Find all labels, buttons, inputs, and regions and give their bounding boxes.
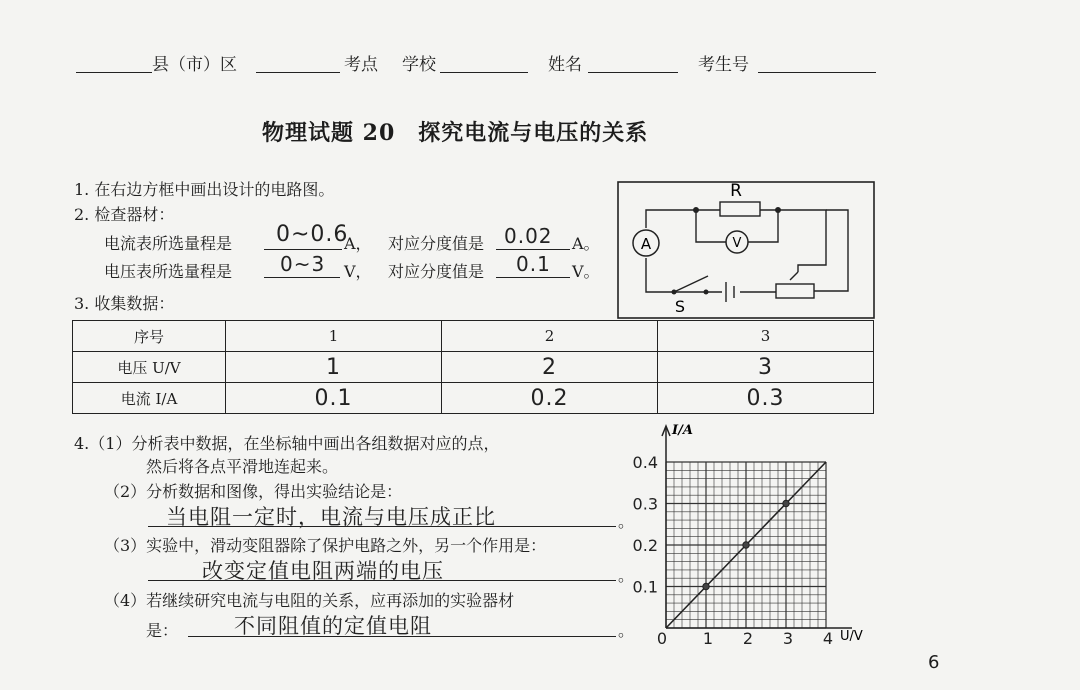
ammeter-div-prefix: 对应分度值是 <box>388 234 485 253</box>
page-number: 6 <box>928 652 940 673</box>
data-point <box>783 500 789 506</box>
page-title: 物理试题 20 探究电流与电压的关系 <box>262 120 649 146</box>
voltmeter-range-blank <box>264 277 340 278</box>
x-tick-label: 1 <box>702 629 714 648</box>
voltage-value-1: 1 <box>226 352 442 383</box>
q2-answer: 当电阻一定时，电流与电压成正比 <box>166 505 496 529</box>
q3-answer-blank <box>148 580 616 581</box>
ammeter-unit: A， <box>344 234 372 253</box>
voltmeter-div-unit: V。 <box>572 262 600 281</box>
x-axis-label: U/V <box>840 629 863 644</box>
voltmeter-div-answer: 0.1 <box>516 252 551 276</box>
ammeter-range-blank <box>264 249 342 250</box>
county-label: 县（市）区 <box>152 55 237 75</box>
q1-line1: 4.（1）分析表中数据，在坐标轴中画出各组数据对应的点， <box>74 434 500 453</box>
table-row-voltage <box>73 352 874 383</box>
current-value-1: 0.1 <box>226 383 442 414</box>
q4-prefix: 是： <box>146 621 179 640</box>
header-cell-index: 序号 <box>73 321 226 352</box>
voltmeter-div-blank <box>496 277 570 278</box>
voltmeter-range-prefix: 电压表所选量程是 <box>104 262 233 281</box>
school-label: 学校 <box>402 55 436 75</box>
ammeter-symbol-label: A <box>640 235 652 253</box>
x-tick-label: 3 <box>782 629 794 648</box>
county-district-blank <box>256 72 340 73</box>
section1-text: 1. 在右边方框中画出设计的电路图。 <box>74 180 335 199</box>
ammeter-range-prefix: 电流表所选量程是 <box>104 234 233 253</box>
q2-period: 。 <box>618 512 635 531</box>
table-header-row <box>73 321 874 352</box>
name-label: 姓名 <box>548 55 582 75</box>
data-point <box>743 542 749 548</box>
county-blank <box>76 72 152 73</box>
circuit-diagram <box>616 180 876 320</box>
voltmeter-range-answer: 0~3 <box>280 252 326 276</box>
current-value-3: 0.3 <box>658 383 874 414</box>
y-axis-label: I/A <box>672 423 693 438</box>
q2-text: （2）分析数据和图像，得出实验结论是： <box>104 482 403 501</box>
switch-lever <box>674 276 708 292</box>
q4-answer-blank <box>188 636 616 637</box>
section2-label: 2. 检查器材： <box>74 205 175 224</box>
resistor-symbol <box>720 202 760 216</box>
y-tick-label: 0.3 <box>632 494 658 514</box>
rheostat-symbol <box>776 284 814 298</box>
exam-site-label: 考点 <box>344 55 378 75</box>
q1-line2: 然后将各点平滑地连起来。 <box>146 457 339 476</box>
q4-line1: （4）若继续研究电流与电阻的关系，应再添加的实验器材 <box>104 591 515 610</box>
section3-label: 3. 收集数据： <box>74 294 175 313</box>
x-tick-label: 4 <box>822 629 834 648</box>
battery-plates <box>726 282 734 302</box>
q4-answer: 不同阻值的定值电阻 <box>234 614 432 638</box>
ammeter-range-answer: 0~0.6 <box>276 222 349 247</box>
y-tick-label: 0.2 <box>632 536 658 555</box>
header-cell-3: 3 <box>658 321 874 352</box>
y-tick-label: 0.4 <box>632 453 658 472</box>
q4-period: 。 <box>618 621 635 640</box>
rheostat-slider <box>790 272 798 280</box>
name-blank <box>588 72 678 73</box>
q3-text: （3）实验中，滑动变阻器除了保护电路之外，另一个作用是： <box>104 536 547 555</box>
current-voltage-graph <box>620 418 863 648</box>
exam-number-blank <box>758 72 876 73</box>
voltmeter-unit: V， <box>344 262 372 281</box>
x-tick-label: 2 <box>742 629 754 648</box>
y-tick-label: 0.1 <box>632 577 658 597</box>
voltage-value-2: 2 <box>442 352 658 383</box>
q2-answer-blank <box>148 526 616 527</box>
wire-right <box>814 210 848 291</box>
voltage-value-3: 3 <box>658 352 874 383</box>
voltmeter-div-prefix: 对应分度值是 <box>388 262 485 281</box>
voltage-label: 电压 U/V <box>73 352 226 383</box>
wire-top <box>696 210 826 272</box>
x-tick-label: 0 <box>656 629 668 648</box>
ammeter-div-blank <box>496 249 570 250</box>
exam-number-label: 考生号 <box>698 55 749 75</box>
voltmeter-symbol-label: V <box>732 236 742 251</box>
q3-period: 。 <box>618 566 635 585</box>
school-blank <box>440 72 528 73</box>
data-table <box>72 320 874 414</box>
current-value-2: 0.2 <box>442 383 658 414</box>
current-label: 电流 I/A <box>73 383 226 414</box>
header-cell-2: 2 <box>442 321 658 352</box>
header-cell-1: 1 <box>226 321 442 352</box>
resistor-label: R <box>730 181 742 201</box>
data-point <box>703 583 709 589</box>
ammeter-div-unit: A。 <box>572 234 600 253</box>
wire-left <box>646 210 706 292</box>
table-row-current <box>73 383 874 414</box>
q3-answer: 改变定值电阻两端的电压 <box>202 559 444 583</box>
switch-label: S <box>674 297 686 316</box>
ammeter-div-answer: 0.02 <box>504 224 553 248</box>
